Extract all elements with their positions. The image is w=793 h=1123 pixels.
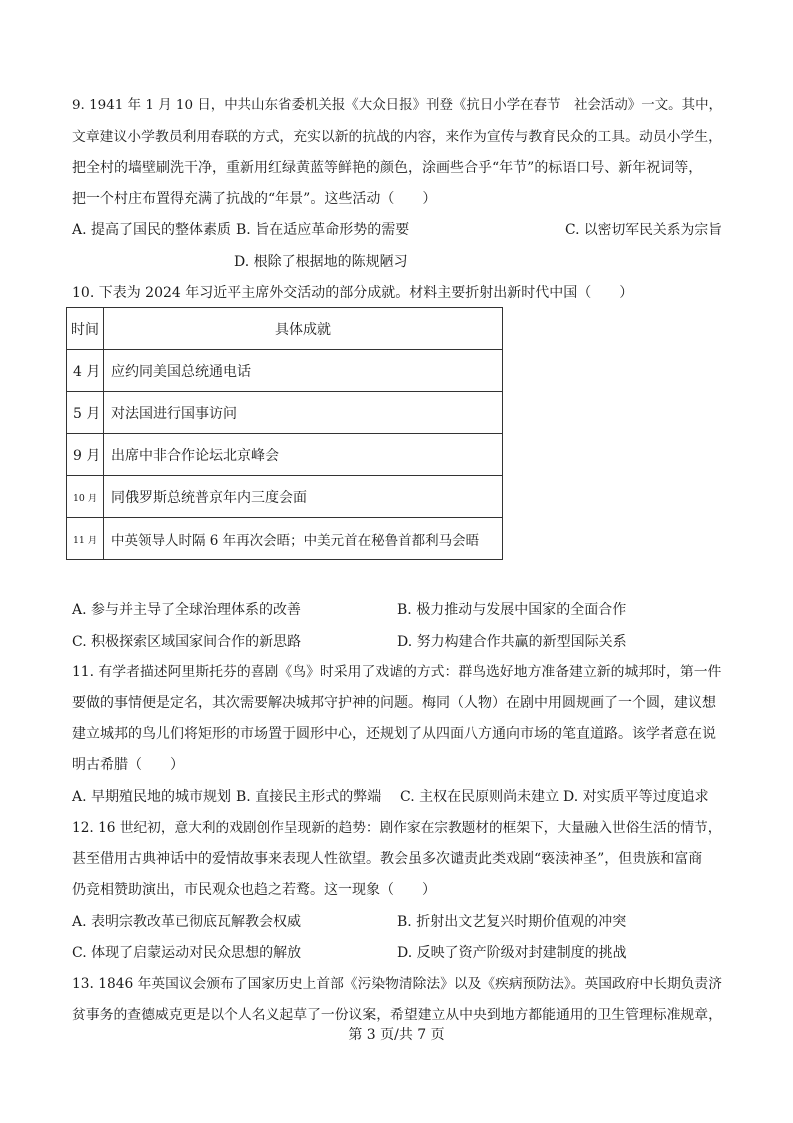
table-row (67, 392, 503, 434)
q12-stem-line-2: 甚至借用古典神话中的爱情故事来表现人性欲望。教会虽多次谴责此类戏剧“亵渎神圣”，但贵族和富商 (72, 851, 703, 867)
table-cell-time: 9 月 (67, 434, 104, 476)
q12-option-c: C. 体现了启蒙运动对民众思想的解放 (72, 945, 302, 961)
q11-option-b: B. 直接民主形式的弊端 (236, 789, 382, 805)
q11-option-c: C. 主权在民原则尚未建立 (400, 789, 560, 805)
table-row (67, 518, 503, 560)
q13-stem-line-2: 贫事务的查德威克更是以个人名义起草了一份议案，希望建立从中央到地方都能通用的卫生管理标准规章， (72, 1007, 722, 1023)
q11-stem-line-2: 要做的事情便是定名，其次需要解决城邦守护神的问题。梅同（人物）在剧中用圆规画了一个圆，建议想 (72, 695, 716, 711)
q10-option-d: D. 努力构建合作共赢的新型国际关系 (397, 634, 627, 650)
q9-option-d: D. 根除了根据地的陈规陋习 (234, 254, 408, 270)
table-cell-time: 11 月 (67, 518, 104, 560)
table-header-achievement: 具体成就 (104, 308, 503, 350)
q11-option-d: D. 对实质平等过度追求 (563, 789, 709, 805)
q12-stem-line-3: 仍竞相赞助演出，市民观众也趋之若鹜。这一现象（ ） (72, 882, 436, 898)
table-row (67, 350, 503, 392)
q11-stem-line-4: 明古希腊（ ） (72, 757, 184, 773)
table-row (67, 434, 503, 476)
q13-stem-line-1: 13. 1846 年英国议会颁布了国家历史上首部《污染物清除法》以及《疾病预防法》。英国政府中长期负责济 (72, 976, 722, 992)
table-cell-time: 4 月 (67, 350, 104, 392)
q9-stem-line-2: 文章建议小学教员利用春联的方式，充实以新的抗战的内容，来作为宣传与教育民众的工具。动员小学生， (72, 129, 722, 145)
page-number: 第 3 页/共 7 页 (348, 1027, 445, 1043)
q9-stem-line-3: 把全村的墙壁刷洗干净，重新用红绿黄蓝等鲜艳的颜色，涂画些合乎“年节”的标语口号、新年祝词等， (72, 160, 703, 176)
q10-stem: 10. 下表为 2024 年习近平主席外交活动的部分成就。材料主要折射出新时代中国（ ） (72, 285, 634, 301)
q12-option-d: D. 反映了资产阶级对封建制度的挑战 (397, 945, 627, 961)
table-header-time: 时间 (67, 308, 104, 350)
q9-option-b: B. 旨在适应革命形势的需要 (236, 222, 410, 238)
q12-option-b: B. 折射出文艺复兴时期价值观的冲突 (397, 914, 627, 930)
q9-option-c: C. 以密切军民关系为宗旨 (565, 222, 722, 238)
table-cell-achievement: 中英领导人时隔 6 年再次会晤；中美元首在秘鲁首都利马会晤 (104, 518, 503, 560)
table-cell-achievement: 出席中非合作论坛北京峰会 (104, 434, 503, 476)
table-cell-achievement: 同俄罗斯总统普京年内三度会面 (104, 476, 503, 518)
q9-stem-line-4: 把一个村庄布置得充满了抗战的“年景”。这些活动（ ） (72, 191, 437, 207)
table-cell-time: 5 月 (67, 392, 104, 434)
q11-stem-line-1: 11. 有学者描述阿里斯托芬的喜剧《鸟》时采用了戏谑的方式：群鸟选好地方准备建立新的城邦时，第一件 (72, 664, 722, 680)
q12-option-a: A. 表明宗教改革已彻底瓦解教会权威 (72, 914, 302, 930)
q9-stem-line-1: 9. 1941 年 1 月 10 日，中共山东省委机关报《大众日报》刊登《抗日小学在春节 社会活动》一文。其中， (72, 98, 722, 113)
q12-stem-line-1: 12. 16 世纪初，意大利的戏剧创作呈现新的趋势：剧作家在宗教题材的框架下，大量融入世俗生活的情节， (72, 820, 722, 836)
q9-option-a: A. 提高了国民的整体素质 (72, 222, 232, 238)
q10-option-c: C. 积极探索区域国家间合作的新思路 (72, 634, 302, 650)
table-cell-time: 10 月 (67, 476, 104, 518)
table-cell-achievement: 应约同美国总统通电话 (104, 350, 503, 392)
table-row (67, 476, 503, 518)
table-header-row (67, 308, 503, 350)
table-cell-achievement: 对法国进行国事访问 (104, 392, 503, 434)
q10-option-a: A. 参与并主导了全球治理体系的改善 (72, 602, 302, 618)
achievements-table (66, 307, 503, 560)
q10-option-b: B. 极力推动与发展中国家的全面合作 (397, 602, 627, 618)
q11-option-a: A. 早期殖民地的城市规划 (72, 789, 232, 805)
q11-stem-line-3: 建立城邦的鸟儿们将矩形的市场置于圆形中心，还规划了从四面八方通向市场的笔直道路。该学者意在说 (72, 726, 716, 742)
